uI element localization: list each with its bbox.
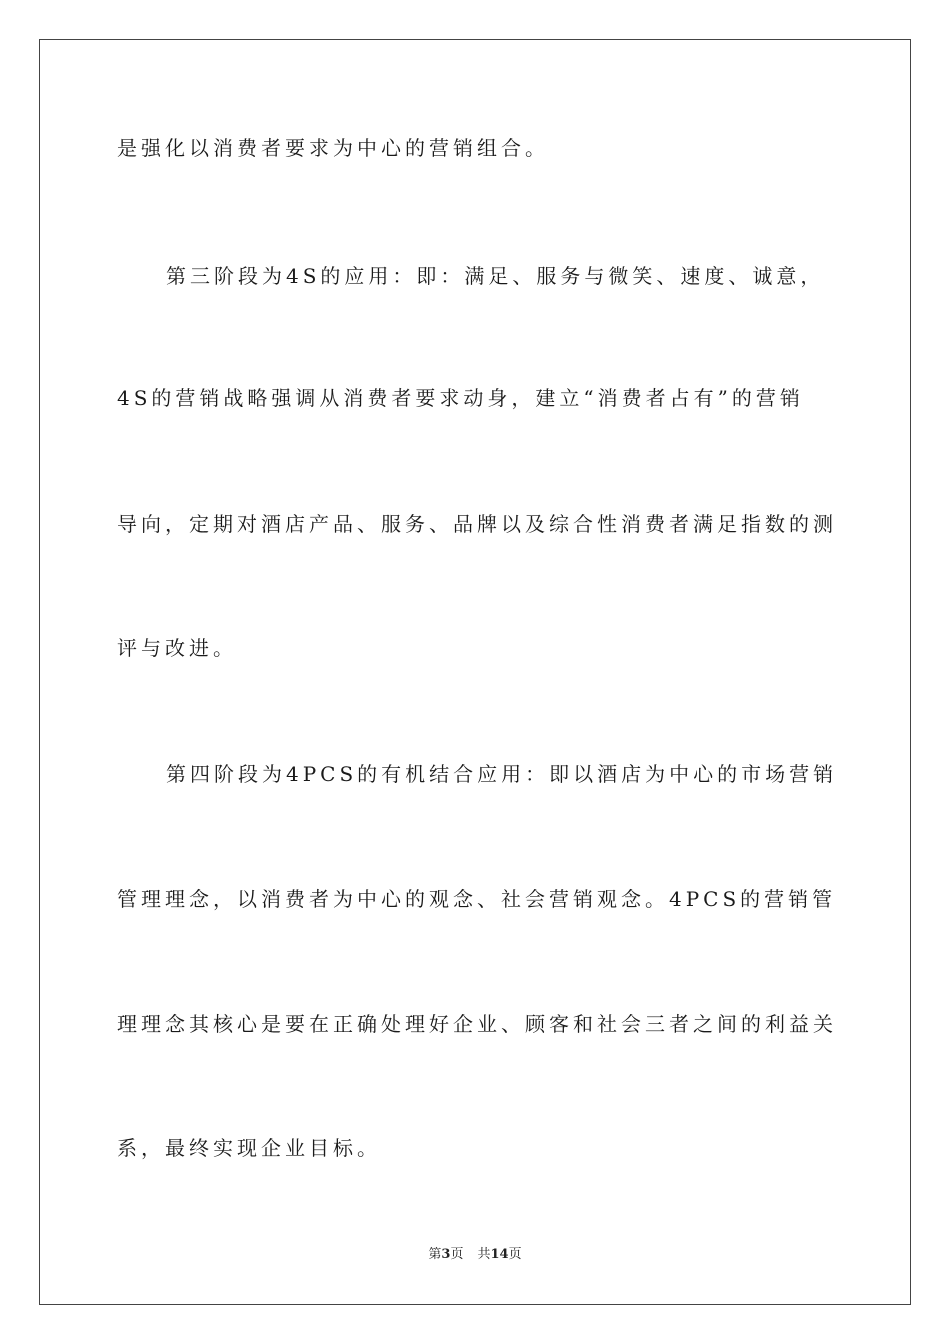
paragraph-line-3: 4S的营销战略强调从消费者要求动身，建立“消费者占有”的营销 [117,386,804,410]
paragraph-line-8: 理理念其核心是要在正确处理好企业、顾客和社会三者之间的利益关 [117,1012,837,1036]
current-page-number: 3 [441,1247,451,1262]
paragraph-line-2: 第三阶段为4S的应用：即：满足、服务与微笑、速度、诚意， [166,264,825,288]
page-suffix: 页 [450,1247,464,1262]
paragraph-line-5: 评与改进。 [117,636,237,660]
total-suffix: 页 [508,1247,522,1262]
paragraph-line-4: 导向，定期对酒店产品、服务、品牌以及综合性消费者满足指数的测 [117,512,837,536]
paragraph-line-1: 是强化以消费者要求为中心的营销组合。 [117,136,549,160]
paragraph-line-9: 系，最终实现企业目标。 [117,1136,381,1160]
page-footer [0,1243,950,1262]
total-pages-number: 14 [490,1247,509,1262]
total-prefix: 共 [477,1247,491,1262]
page-border [39,39,911,1305]
page-prefix: 第 [428,1247,442,1262]
paragraph-line-6: 第四阶段为4PCS的有机结合应用：即以酒店为中心的市场营销 [166,762,838,786]
paragraph-line-7: 管理理念，以消费者为中心的观念、社会营销观念。4PCS的营销管 [117,887,837,911]
